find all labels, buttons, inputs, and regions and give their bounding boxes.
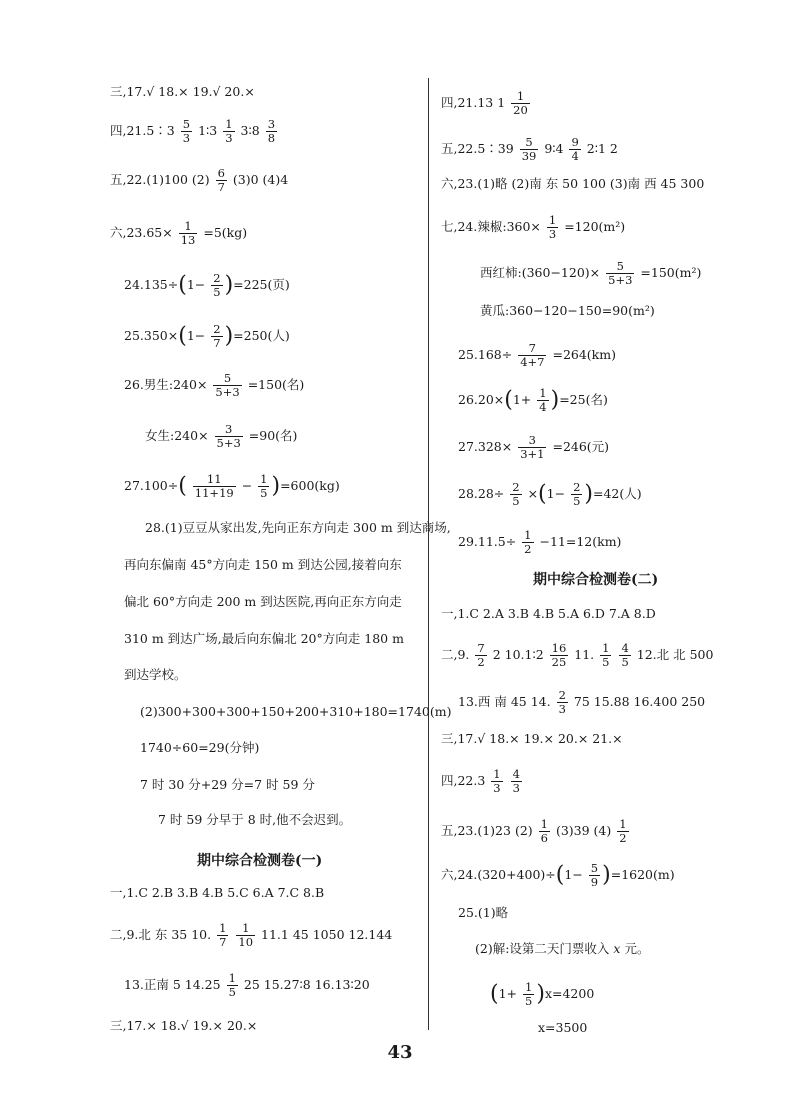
- fraction: $\frac{7}{2}$: [477, 641, 485, 669]
- answer-line: 五,22.(1)100 (2) $\frac{6}{7}$ (3)0 (4)4: [110, 166, 289, 194]
- answer-line: 一,1.C 2.B 3.B 4.B 5.C 6.A 7.C 8.B: [110, 885, 325, 900]
- fraction: $\frac{3}{8}$: [267, 117, 276, 145]
- fraction: $\frac{2}{5}$: [213, 271, 221, 299]
- answer-line: 13.西 南 45 14. $\frac{2}{3}$ 75 15.88 16.400 250: [458, 688, 706, 716]
- answer-line: x=3500: [538, 1020, 588, 1035]
- answer-line: 7 时 30 分+29 分=7 时 59 分: [140, 777, 315, 792]
- fraction: $\frac{1}{3}$: [225, 117, 233, 145]
- answer-line: 27.100÷( $\frac{11}{11+19}$ − $\frac{1}{5}$ )=600(kg): [124, 472, 340, 500]
- answer-line: 六,23.(1)略 (2)南 东 50 100 (3)南 西 45 300: [441, 176, 705, 191]
- fraction: $\frac{1}{20}$: [513, 89, 528, 117]
- answer-line: (2)解:设第二天门票收入 x 元。: [475, 941, 650, 956]
- fraction: $\frac{1}{10}$: [238, 921, 254, 949]
- fraction: $\frac{11}{11+19}$: [194, 472, 234, 500]
- answer-line: 四,21.5∶3 $\frac{5}{3}$ 1∶3 $\frac{1}{3}$ 3∶8 $\frac{3}{8}$: [110, 117, 276, 145]
- fraction: $\frac{1}{5}$: [228, 971, 236, 999]
- fraction: $\frac{5}{5+3}$: [608, 259, 633, 287]
- answer-line: 四,21.13 1 $\frac{1}{20}$: [441, 89, 528, 117]
- answer-line: 黄瓜:360−120−150=90(m²): [480, 303, 655, 318]
- answer-line: 三,17.√ 18.× 19.× 20.× 21.×: [441, 731, 623, 746]
- fraction: $\frac{4}{5}$: [621, 641, 629, 669]
- answer-line: 13.正南 5 14.25 $\frac{1}{5}$ 25 15.27∶8 16.13∶20: [124, 971, 370, 999]
- answer-line: 24.135÷(1− $\frac{2}{5}$ )=225(页): [124, 271, 290, 299]
- section-heading: 期中综合检测卷(一): [197, 853, 323, 869]
- answer-line: (1+ $\frac{1}{5}$ )x=4200: [490, 980, 595, 1008]
- fraction: $\frac{5}{9}$: [590, 861, 599, 889]
- answer-line: 五,22.5∶39 $\frac{5}{39}$ 9∶4 $\frac{9}{4}$ 2∶1 2: [441, 135, 618, 163]
- fraction: $\frac{1}{5}$: [260, 472, 268, 500]
- answer-line: 28.(1)豆豆从家出发,先向正东方向走 300 m 到达商场,: [145, 520, 451, 535]
- answer-line: 五,23.(1)23 (2) $\frac{1}{6}$ (3)39 (4) $\frac{1}{2}$: [441, 817, 627, 845]
- answer-line: 26.20×(1+ $\frac{1}{4}$ )=25(名): [458, 386, 608, 414]
- answer-line: 25.350×(1− $\frac{2}{7}$ )=250(人): [124, 322, 290, 350]
- fraction: $\frac{1}{3}$: [548, 213, 557, 241]
- answer-line: 28.28÷ $\frac{2}{5}$ ×(1− $\frac{2}{5}$ )=42(人): [458, 480, 642, 508]
- fraction: $\frac{1}{3}$: [493, 767, 501, 795]
- answer-line: 到达学校。: [124, 667, 187, 682]
- answer-line: 六,24.(320+400)÷(1− $\frac{5}{9}$ )=1620(m): [441, 861, 675, 889]
- answer-line: 二,9.北 东 35 10. $\frac{1}{7}$ $\frac{1}{10}$ 11.1 45 1050 12.144: [110, 921, 393, 949]
- answer-line: 二,9. $\frac{7}{2}$ 2 10.1∶2 $\frac{16}{25}$ 11. $\frac{1}{5}$ $\frac{4}{5}$ 12.北 北 500: [441, 641, 714, 669]
- answer-line: 再向东偏南 45°方向走 150 m 到达公园,接着向东: [124, 557, 402, 572]
- fraction: $\frac{1}{2}$: [619, 817, 627, 845]
- fraction: $\frac{2}{5}$: [512, 480, 520, 508]
- answer-line: 三,17.× 18.√ 19.× 20.×: [110, 1018, 258, 1033]
- fraction: $\frac{16}{25}$: [551, 641, 567, 669]
- fraction: $\frac{4}{3}$: [512, 767, 520, 795]
- fraction: $\frac{3}{3+1}$: [520, 433, 545, 461]
- fraction: $\frac{5}{3}$: [182, 117, 191, 145]
- answer-line: 西红柿:(360−120)× $\frac{5}{5+3}$ =150(m²): [480, 259, 702, 287]
- fraction: $\frac{6}{7}$: [217, 166, 225, 194]
- fraction: $\frac{2}{5}$: [573, 480, 581, 508]
- page-number: 43: [387, 1042, 413, 1063]
- fraction: $\frac{1}{2}$: [524, 528, 532, 556]
- section-heading: 期中综合检测卷(二): [533, 572, 659, 588]
- fraction: $\frac{1}{5}$: [525, 980, 533, 1008]
- answer-line: 7 时 59 分早于 8 时,他不会迟到。: [158, 812, 352, 827]
- fraction: $\frac{5}{5+3}$: [215, 371, 240, 399]
- fraction: $\frac{5}{39}$: [521, 135, 537, 163]
- fraction: $\frac{1}{7}$: [219, 921, 227, 949]
- fraction: $\frac{9}{4}$: [571, 135, 579, 163]
- answer-line: 25.168÷ $\frac{7}{4+7}$ =264(km): [458, 341, 616, 369]
- fraction: $\frac{7}{4+7}$: [520, 341, 545, 369]
- answer-line: 25.(1)略: [458, 905, 509, 920]
- answer-line: 26.男生:240× $\frac{5}{5+3}$ =150(名): [124, 371, 305, 399]
- answer-line: 女生:240× $\frac{3}{5+3}$ =90(名): [145, 422, 298, 450]
- column-divider: [428, 78, 429, 1030]
- answer-line: 27.328× $\frac{3}{3+1}$ =246(元): [458, 433, 610, 461]
- answer-line: 七,24.辣椒:360× $\frac{1}{3}$ =120(m²): [441, 213, 626, 241]
- answer-line: 一,1.C 2.A 3.B 4.B 5.A 6.D 7.A 8.D: [441, 606, 656, 621]
- answer-line: (2)300+300+300+150+200+310+180=1740(m): [140, 704, 452, 719]
- fraction: $\frac{1}{6}$: [540, 817, 548, 845]
- fraction: $\frac{2}{3}$: [558, 688, 566, 716]
- fraction: $\frac{3}{5+3}$: [216, 422, 241, 450]
- answer-line: 偏北 60°方向走 200 m 到达医院,再向正东方向走: [124, 594, 402, 609]
- answer-line: 六,23.65× $\frac{1}{13}$ =5(kg): [110, 219, 248, 247]
- fraction: $\frac{1}{5}$: [602, 641, 610, 669]
- answer-line: 310 m 到达广场,最后向东偏北 20°方向走 180 m: [124, 631, 404, 646]
- fraction: $\frac{1}{13}$: [180, 219, 196, 247]
- fraction: $\frac{1}{4}$: [539, 386, 547, 414]
- fraction: $\frac{2}{7}$: [213, 322, 221, 350]
- answer-line: 1740÷60=29(分钟): [140, 740, 260, 755]
- answer-line: 三,17.√ 18.× 19.√ 20.×: [110, 84, 255, 99]
- answer-line: 29.11.5÷ $\frac{1}{2}$ −11=12(km): [458, 528, 622, 556]
- answer-line: 四,22.3 $\frac{1}{3}$ $\frac{4}{3}$: [441, 767, 520, 795]
